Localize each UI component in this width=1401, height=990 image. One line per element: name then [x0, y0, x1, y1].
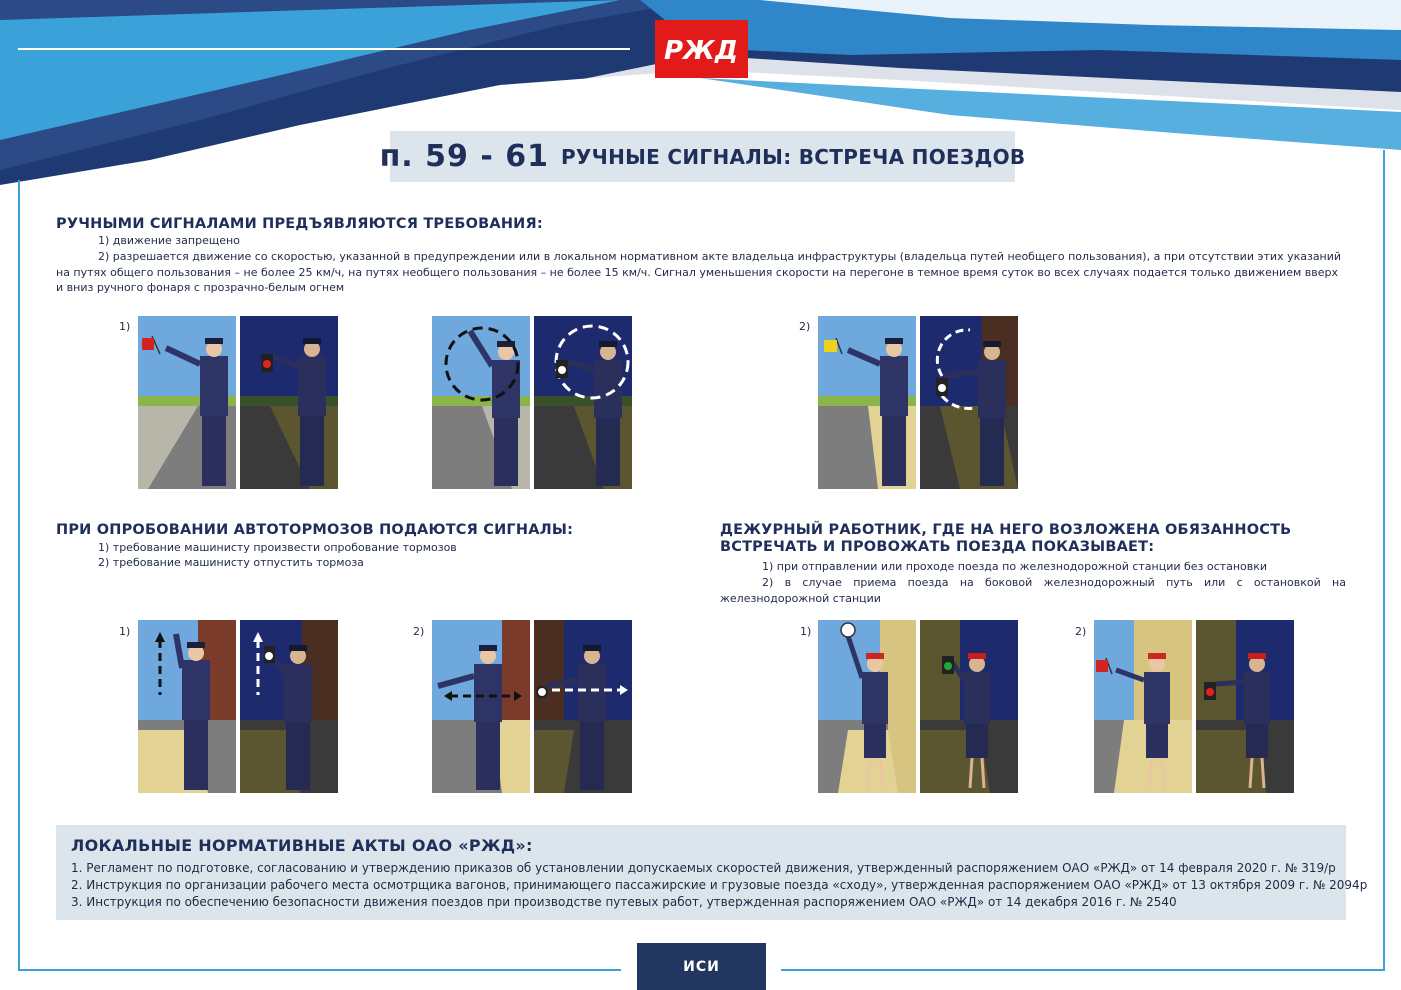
section2-item1: 1) требование машинисту произвести опробование тормозов [98, 541, 457, 554]
section1-label2: 2) [799, 320, 811, 333]
illustration-duty-side-track-night [1196, 620, 1294, 793]
title-number: п. 59 - 61 [379, 139, 549, 174]
normative-acts-panel [56, 825, 1368, 920]
illustration-duty-pass-day [818, 620, 916, 793]
illustration-slow-night-lamp [920, 316, 1018, 489]
section1-label1: 1) [119, 320, 131, 333]
normative-act-item: 3. Инструкция по обеспечению безопасности движения поездов при производстве путевых работ, утвержденная распоряжением ОАО «РЖД» от 14 декабря 2016 г. № 2540 [71, 895, 1177, 909]
illustration-circle-day [432, 316, 530, 489]
section2-label2: 2) [413, 625, 425, 638]
section3-heading: ДЕЖУРНЫЙ РАБОТНИК, ГДЕ НА НЕГО ВОЗЛОЖЕНА ОБЯЗАННОСТЬ ВСТРЕЧАТЬ И ПРОВОЖАТЬ ПОЕЗДА ПОКАЗЫВАЕТ: [720, 522, 1292, 555]
frame-bottom-right [781, 969, 1385, 971]
illustration-brake-test-night [240, 620, 338, 793]
section3-label1: 1) [800, 625, 812, 638]
illustration-brake-test-day [138, 620, 236, 793]
section1-item1: 1) движение запрещено [98, 234, 240, 247]
page-title [379, 131, 1026, 182]
frame-bottom-left [18, 969, 621, 971]
normative-acts-title: ЛОКАЛЬНЫЕ НОРМАТИВНЫЕ АКТЫ ОАО «РЖД»: [71, 836, 533, 855]
illustration-brake-release-day [432, 620, 530, 793]
section2-heading: ПРИ ОПРОБОВАНИИ АВТОТОРМОЗОВ ПОДАЮТСЯ СИГНАЛЫ: [56, 522, 574, 538]
illustration-slow-day-flag [818, 316, 916, 489]
section1-item2: 2) разрешается движение со скоростью, указанной в предупреждении или в локальном нормативном акте владельца инфраструктуры (владельца путей необщего пользования), а при отсутствии этих указаний на путях общего пользования – не более 25 км/ч, на путях необщего пользования – не более 15 км/ч. Сигнал уменьшения скорости на перегоне в темное время суток во всех случаях подается только движением вверх и вниз ручного фонаря с прозрачно-белым огнем [56, 250, 1342, 294]
rzd-logo [655, 20, 748, 78]
section1-heading: РУЧНЫМИ СИГНАЛАМИ ПРЕДЪЯВЛЯЮТСЯ ТРЕБОВАНИЯ: [56, 216, 543, 232]
section3-item1: 1) при отправлении или проходе поезда по железнодорожной станции без остановки [762, 560, 1268, 573]
section2-item2: 2) требование машинисту отпустить тормоза [98, 556, 364, 569]
frame-top-left [18, 48, 630, 50]
logo-text: РЖД [663, 36, 739, 66]
illustration-duty-pass-night [920, 620, 1018, 793]
illustration-circle-night [534, 316, 632, 489]
illustration-stop-day-flag [138, 316, 236, 489]
illustration-stop-night-lamp [240, 316, 338, 489]
normative-act-item: 1. Регламент по подготовке, согласованию и утверждению приказов об установлении допускаемых скоростей движения, утвержденный распоряжением ОАО «РЖД» от 14 февраля 2020 г. № 319/р [71, 861, 1336, 875]
illustration-duty-side-track-day [1094, 620, 1192, 793]
section3-item2: 2) в случае приема поезда на боковой железнодорожный путь или с остановкой на железнодорожной станции [720, 576, 1346, 605]
frame-right [1383, 150, 1385, 970]
illustration-brake-release-night [534, 620, 632, 793]
section2-label1: 1) [119, 625, 131, 638]
section3-label2: 2) [1075, 625, 1087, 638]
frame-left [18, 180, 20, 970]
title-text: РУЧНЫЕ СИГНАЛЫ: ВСТРЕЧА ПОЕЗДОВ [560, 144, 1026, 169]
footer-label: ИСИ [637, 943, 766, 990]
normative-act-item: 2. Инструкция по организации рабочего места осмотрщика вагонов, принимающего пассажирские и грузовые поезда «сходу», утвержденная распоряжением ОАО «РЖД» от 13 октября 2009 г. № 2094р [71, 878, 1368, 892]
